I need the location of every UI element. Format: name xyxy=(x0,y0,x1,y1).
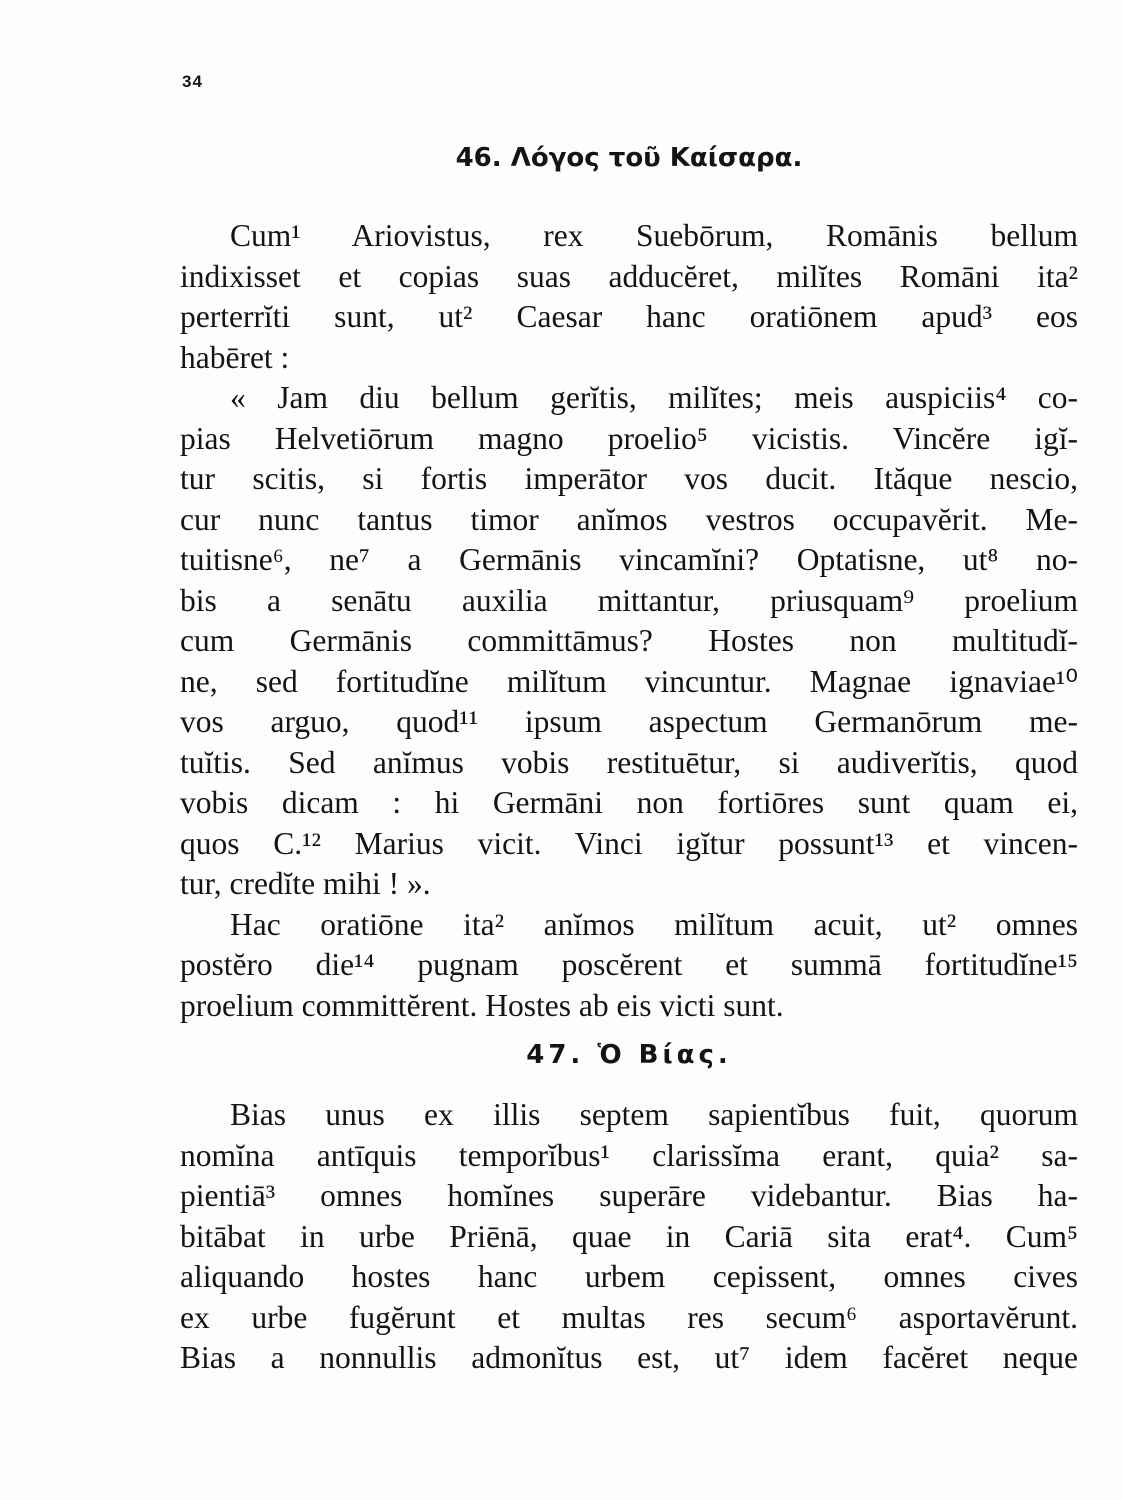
text-line: perterrĭti sunt, ut² Caesar hanc oratiōnem apud³ eos xyxy=(180,299,1078,334)
text-block-46 xyxy=(180,216,1078,1026)
text-line: tur scitis, si fortis imperātor vos ducit. Ităque nescio, xyxy=(180,461,1078,496)
text-line: pias Helvetiōrum magno proelio⁵ vicistis. Vincĕre igĭ- xyxy=(180,420,1078,456)
text-line: Bias a nonnullis admonĭtus est, ut⁷ idem facĕret neque xyxy=(180,1340,1078,1375)
page-number: 34 xyxy=(182,72,203,91)
text-line: vos arguo, quod¹¹ ipsum aspectum Germanōrum me- xyxy=(180,704,1078,739)
text-line: tur, credĭte mihi ! ». xyxy=(180,866,431,901)
text-line: Cum¹ Ariovistus, rex Suebōrum, Romānis bellum xyxy=(230,218,1078,253)
text-line: aliquando hostes hanc urbem cepissent, omnes cives xyxy=(180,1259,1078,1294)
text-line: Bias unus ex illis septem sapientĭbus fuit, quorum xyxy=(230,1097,1078,1132)
text-line: pientiā³ omnes homĭnes superāre videbantur. Bias ha- xyxy=(180,1178,1078,1213)
text-line: bitābat in urbe Priēnā, quae in Cariā sita erat⁴. Cum⁵ xyxy=(180,1218,1078,1254)
text-line: indixisset et copias suas adducĕret, milĭtes Romāni ita² xyxy=(180,258,1078,294)
text-line: cum Germānis committāmus? Hostes non multitudĭ- xyxy=(180,623,1078,658)
text-line: « Jam diu bellum gerĭtis, milĭtes; meis auspiciis⁴ co- xyxy=(230,380,1078,415)
text-line: tuĭtis. Sed anĭmus vobis restituētur, si audiverĭtis, quod xyxy=(180,744,1078,780)
text-line: bis a senātu auxilia mittantur, priusquam⁹ proelium xyxy=(180,582,1078,618)
text-line: ex urbe fugĕrunt et multas res secum⁶ asportavĕrunt. xyxy=(180,1299,1078,1335)
text-line: Hac oratiōne ita² anĭmos milĭtum acuit, ut² omnes xyxy=(230,906,1078,942)
section-title-47: 47. Ὁ Βίας. xyxy=(526,1040,732,1070)
text-line: ne, sed fortitudĭne milĭtum vincuntur. Magnae ignaviae¹⁰ xyxy=(180,663,1078,699)
section-title-46: 46. Λόγος τοῦ Καίσαρα. xyxy=(455,143,803,173)
text-block-47 xyxy=(180,1095,1078,1379)
text-line: quos C.¹² Marius vicit. Vinci igĭtur possunt¹³ et vincen- xyxy=(180,825,1078,861)
text-line: nomĭna antīquis temporĭbus¹ clarissĭma erant, quia² sa- xyxy=(180,1137,1078,1173)
text-line: postĕro die¹⁴ pugnam poscĕrent et summā fortitudĭne¹⁵ xyxy=(180,947,1078,982)
text-line: tuitisne⁶, ne⁷ a Germānis vincamĭni? Optatisne, ut⁸ no- xyxy=(180,542,1078,577)
text-line: proelium committĕrent. Hostes ab eis victi sunt. xyxy=(180,987,784,1023)
text-line: cur nunc tantus timor anĭmos vestros occupavĕrit. Me- xyxy=(180,501,1078,537)
text-line: habēret : xyxy=(180,339,290,375)
text-line: vobis dicam : hi Germāni non fortiōres sunt quam ei, xyxy=(180,785,1078,820)
